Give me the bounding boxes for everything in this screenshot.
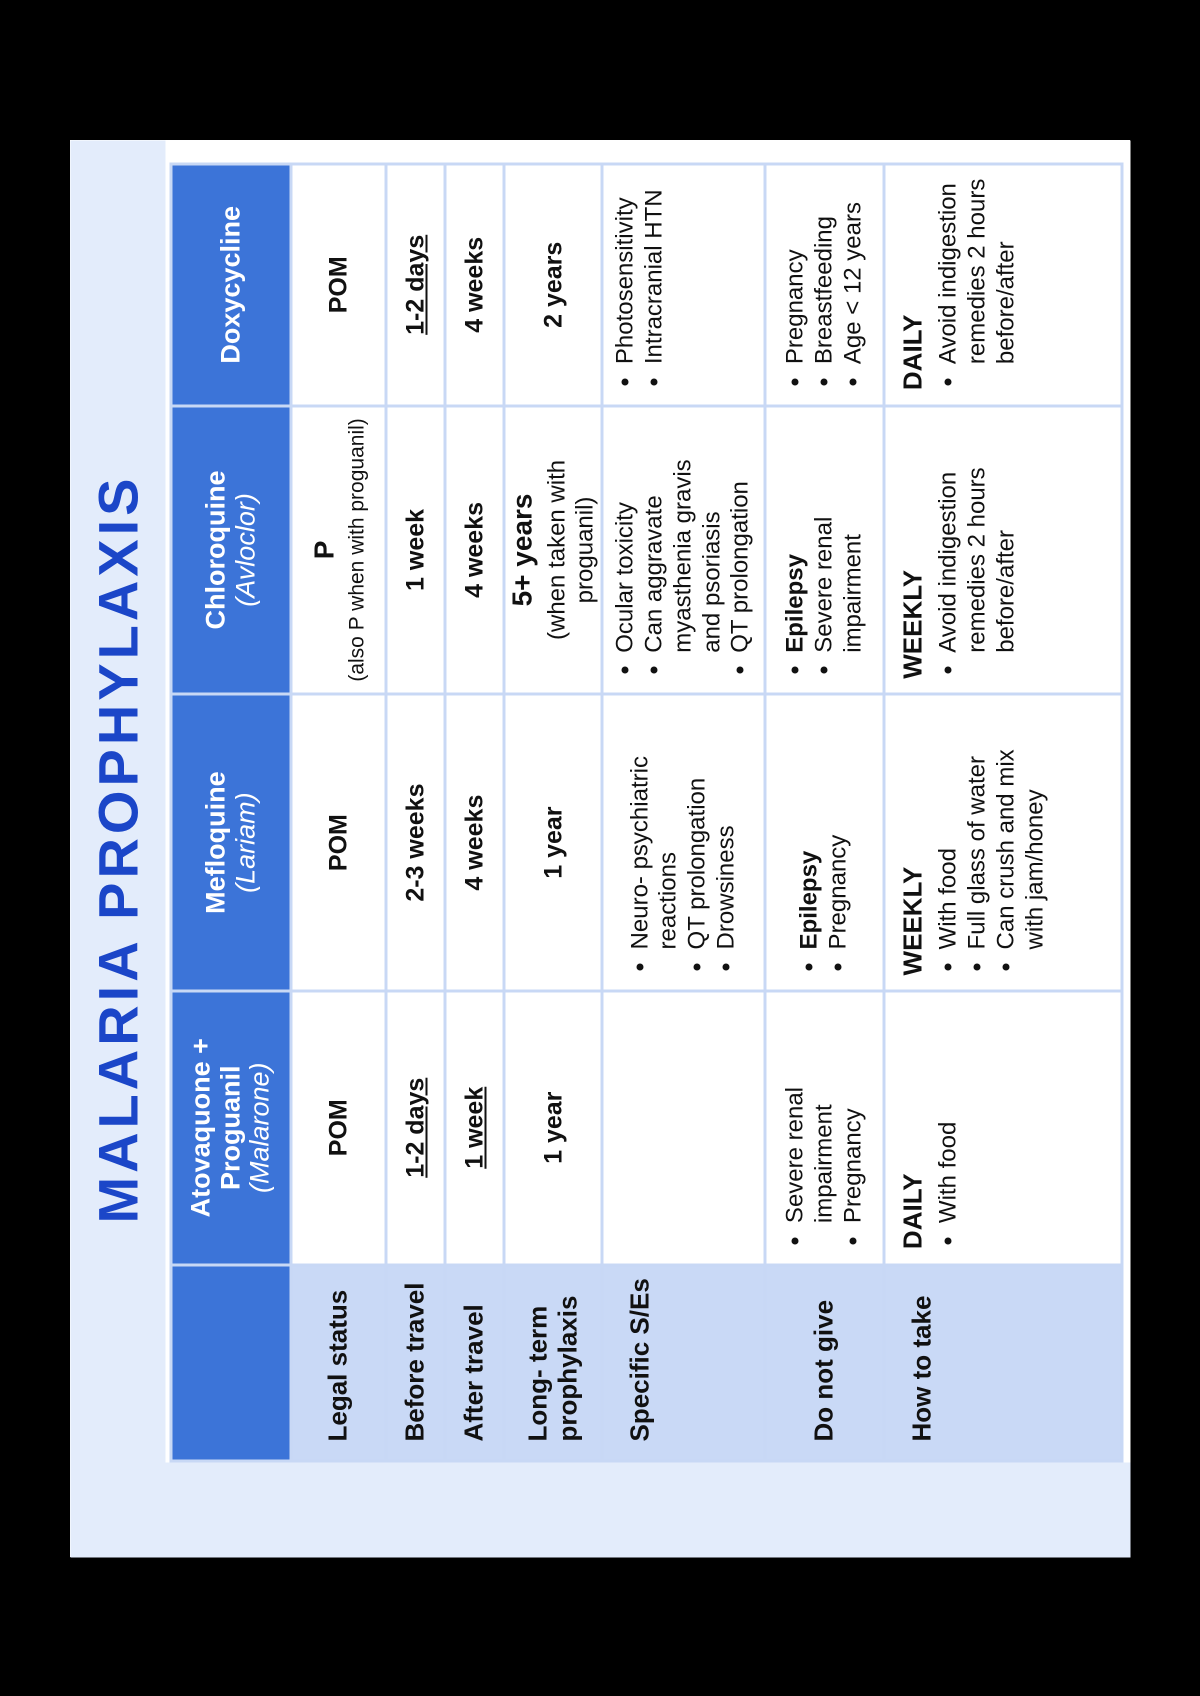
row-before-travel xyxy=(387,165,443,1459)
cell-legal-mefloquine: POM xyxy=(292,695,384,989)
header-row xyxy=(172,165,289,1459)
list-item: • QT prolongation xyxy=(726,417,755,653)
cell-after-atovaquone: 1 week xyxy=(446,992,502,1263)
row-after-travel xyxy=(446,165,502,1459)
cell-after-chloroquine: 4 weeks xyxy=(446,407,502,693)
list-item: • Avoid indigestion remedies 2 hours before/after xyxy=(934,417,1020,653)
list-item: • Intracranial HTN xyxy=(640,175,669,364)
row-label: Legal status xyxy=(292,1266,384,1459)
dosing-frequency: DAILY xyxy=(897,313,928,390)
cell-before-chloroquine: 1 week xyxy=(387,407,443,693)
dosing-frequency: WEEKLY xyxy=(897,866,928,975)
cell-legal-doxycycline: POM xyxy=(292,165,384,404)
drug-brand: (Avloclor) xyxy=(229,492,260,607)
right-black-margin xyxy=(1130,140,1200,1557)
list-item: • Pregnancy xyxy=(824,705,853,949)
bottom-black-bar xyxy=(0,1557,1200,1696)
cell-long-mefloquine: 1 year xyxy=(505,695,600,989)
cell-after-mefloquine: 4 weeks xyxy=(446,695,502,989)
cell-ses-mefloquine xyxy=(603,695,763,989)
drug-name: Mefloquine xyxy=(199,770,230,914)
drug-brand: (Malarone) xyxy=(244,1061,275,1193)
list-item: • Pregnancy xyxy=(781,175,810,364)
row-how-to-take xyxy=(885,165,1120,1459)
header-atovaquone xyxy=(172,992,289,1263)
list-item: • Drowsiness xyxy=(712,705,741,949)
drug-name: Chloroquine xyxy=(199,469,230,629)
row-label: Long- term prophylaxis xyxy=(505,1266,600,1459)
cell-donot-doxycycline xyxy=(766,165,882,404)
list-item: • Epilepsy xyxy=(795,705,824,949)
list-item: • Can aggravate myasthenia gravis and psoriasis xyxy=(640,417,726,653)
list-item: • Pregnancy xyxy=(839,1002,868,1223)
list-item: • Avoid indigestion remedies 2 hours before/after xyxy=(934,175,1020,364)
list-item: • Breastfeeding xyxy=(810,175,839,364)
cell-how-mefloquine xyxy=(885,695,1120,989)
cell-how-chloroquine xyxy=(885,407,1120,693)
cell-donot-chloroquine xyxy=(766,407,882,693)
top-black-bar xyxy=(0,0,1200,140)
list-item: • Can crush and mix with jam/honey xyxy=(992,705,1050,949)
long-note: (when taken with proguanil) xyxy=(542,459,599,640)
drug-name: Atovaquone + Proguanil xyxy=(184,1037,245,1217)
cell-before-atovaquone: 1-2 days xyxy=(387,992,443,1263)
cell-long-atovaquone: 1 year xyxy=(505,992,600,1263)
cell-how-doxycycline xyxy=(885,165,1120,404)
row-label: After travel xyxy=(446,1266,502,1459)
list-item: • Severe renal impairment xyxy=(781,1002,839,1223)
list-item: • Photosensitivity xyxy=(611,175,640,364)
list-item: • Severe renal impairment xyxy=(810,417,868,653)
cell-ses-doxycycline xyxy=(603,165,763,404)
cell-before-doxycycline: 1-2 days xyxy=(387,165,443,404)
cell-legal-chloroquine xyxy=(292,407,384,693)
cell-legal-atovaquone: POM xyxy=(292,992,384,1263)
header-doxycycline xyxy=(172,165,289,404)
row-label: Before travel xyxy=(387,1266,443,1459)
row-label: Do not give xyxy=(766,1266,882,1459)
list-item: • Epilepsy xyxy=(781,417,810,653)
cell-donot-mefloquine xyxy=(766,695,882,989)
cell-long-doxycycline: 2 years xyxy=(505,165,600,404)
rotated-document-page xyxy=(70,140,1130,1557)
drug-name: Doxycycline xyxy=(214,205,245,364)
cell-after-doxycycline: 4 weeks xyxy=(446,165,502,404)
prophylaxis-table xyxy=(169,162,1123,1462)
list-item: • With food xyxy=(934,1002,963,1223)
row-legal-status xyxy=(292,165,384,1459)
cell-long-chloroquine xyxy=(505,407,600,693)
left-light-strip xyxy=(165,1462,1130,1557)
page-title: MALARIA PROPHYLAXIS xyxy=(86,473,149,1224)
cell-how-atovaquone xyxy=(885,992,1120,1263)
row-long-term xyxy=(505,165,600,1459)
cell-donot-atovaquone xyxy=(766,992,882,1263)
cell-before-mefloquine: 2-3 weeks xyxy=(387,695,443,989)
list-item: • Age < 12 years xyxy=(839,175,868,364)
dosing-frequency: DAILY xyxy=(897,1172,928,1249)
row-label: Specific S/Es xyxy=(603,1266,763,1459)
list-item: • QT prolongation xyxy=(683,705,712,949)
row-label: How to take xyxy=(885,1266,1120,1459)
dosing-frequency: WEEKLY xyxy=(897,569,928,679)
drug-brand: (Lariam) xyxy=(229,791,260,893)
legal-note: (also P when with proguanil) xyxy=(345,417,369,682)
list-item: • Neuro- psychiatric reactions xyxy=(626,705,684,949)
left-black-margin xyxy=(0,140,70,1557)
legal-value: P xyxy=(307,540,339,559)
header-chloroquine xyxy=(172,407,289,693)
cell-ses-chloroquine xyxy=(603,407,763,693)
row-do-not-give xyxy=(766,165,882,1459)
header-mefloquine xyxy=(172,695,289,989)
header-corner xyxy=(172,1266,289,1459)
list-item: • Full glass of water xyxy=(963,705,992,949)
row-specific-ses xyxy=(603,165,763,1459)
list-item: • Ocular toxicity xyxy=(611,417,640,653)
long-value: 5+ years xyxy=(506,493,537,606)
cell-ses-atovaquone xyxy=(603,992,763,1263)
list-item: • With food xyxy=(934,705,963,949)
